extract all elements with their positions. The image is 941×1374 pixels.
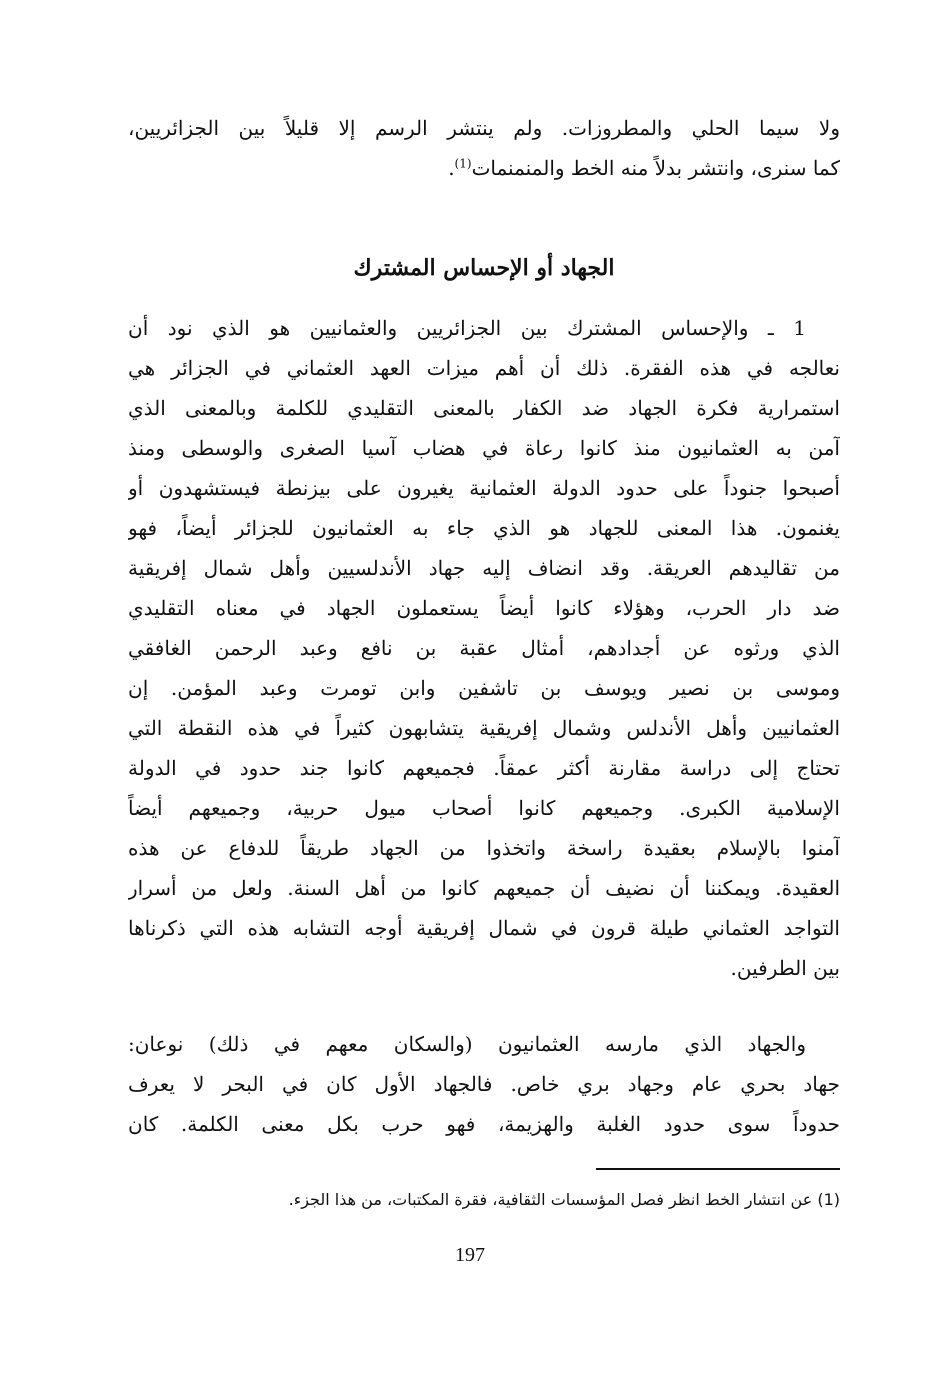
paragraph-line: 1 ـ والإحساس المشترك بين الجزائريين والعثمانيين هو الذي نود أن xyxy=(128,316,806,340)
paragraph-line: وموسى بن نصير ويوسف بن تاشفين وابن تومرت وعبد المؤمن. إن xyxy=(128,676,840,700)
footnote-divider xyxy=(596,1168,840,1170)
paragraph-two-types-of-jihad xyxy=(128,1024,840,1144)
paragraph-line: ضد دار الحرب، وهؤلاء كانوا أيضاً يستعملون الجهاد في معناه التقليدي xyxy=(128,596,840,620)
paragraph-line: آمن به العثمانيون منذ كانوا رعاة في هضاب آسيا الصغرى والوسطى ومنذ xyxy=(128,436,840,460)
paragraph-line: من تقاليدهم العريقة. وقد انضاف إليه جهاد الأندلسيين وأهل شمال إفريقية xyxy=(128,556,840,580)
paragraph-line: جهاد بحري عام وجهاد بري خاص. فالجهاد الأول كان في البحر لا يعرف xyxy=(128,1072,840,1096)
paragraph-line: نعالجه في هذه الفقرة. ذلك أن أهم ميزات العهد العثماني في الجزائر هي xyxy=(128,356,840,380)
intro-line-end: . xyxy=(448,156,455,180)
paragraph-jihad-shared-sense xyxy=(128,308,840,988)
paragraph-line: استمرارية فكرة الجهاد ضد الكفار بالمعنى التقليدي للكلمة وبالمعنى الذي xyxy=(128,396,840,420)
footnote-reference: (1) xyxy=(454,156,472,171)
paragraph-line: حدوداً سوى حدود الغلبة والهزيمة، فهو حرب بكل معنى الكلمة. كان xyxy=(128,1112,840,1136)
paragraph-line: أصبحوا جنوداً على حدود الدولة العثمانية يغيرون على بيزنطة فيستشهدون أو xyxy=(128,476,840,500)
intro-paragraph xyxy=(128,108,840,188)
intro-line: ولا سيما الحلي والمطروزات. ولم ينتشر الرسم إلا قليلاً بين الجزائريين، xyxy=(128,116,840,140)
paragraph-line: تحتاج إلى دراسة مقارنة أكثر عمقاً. فجميعهم كانوا جند حدود في الدولة xyxy=(128,756,840,780)
paragraph-line: الذي ورثوه عن أجدادهم، أمثال عقبة بن نافع وعبد الرحمن الغافقي xyxy=(128,636,840,660)
paragraph-line: والجهاد الذي مارسه العثمانيون (والسكان معهم في ذلك) نوعان: xyxy=(128,1032,806,1056)
paragraph-line: العثمانيين وأهل الأندلس وشمال إفريقية يتشابهون كثيراً في هذه النقطة التي xyxy=(128,716,840,740)
paragraph-line: يغنمون. هذا المعنى للجهاد هو الذي جاء به العثمانيون للجزائر أيضاً، فهو xyxy=(128,516,840,540)
paragraph-line: العقيدة. ويمكننا أن نضيف أن جميعهم كانوا من أهل السنة. ولعل من أسرار xyxy=(128,876,840,900)
paragraph-line: بين الطرفين. xyxy=(730,956,840,980)
intro-line xyxy=(128,148,840,188)
paragraph-line: آمنوا بالإسلام بعقيدة راسخة واتخذوا من الجهاد طريقاً للدفاع عن هذه xyxy=(128,836,840,860)
paragraph-line: الإسلامية الكبرى. وجميعهم كانوا أصحاب ميول حربية، وجميعهم أيضاً xyxy=(128,796,840,820)
intro-line-text: كما سنرى، وانتشر بدلاً منه الخط والمنمنمات xyxy=(471,156,840,180)
paragraph-line: التواجد العثماني طيلة قرون في شمال إفريقية أوجه التشابه هذه التي ذكرناها xyxy=(128,916,840,940)
page-number: 197 xyxy=(455,1244,485,1266)
section-title: الجهاد أو الإحساس المشترك xyxy=(353,255,615,281)
footnote: (1) عن انتشار الخط انظر فصل المؤسسات الثقافية، فقرة المكتبات، من هذا الجزء. xyxy=(288,1190,840,1209)
